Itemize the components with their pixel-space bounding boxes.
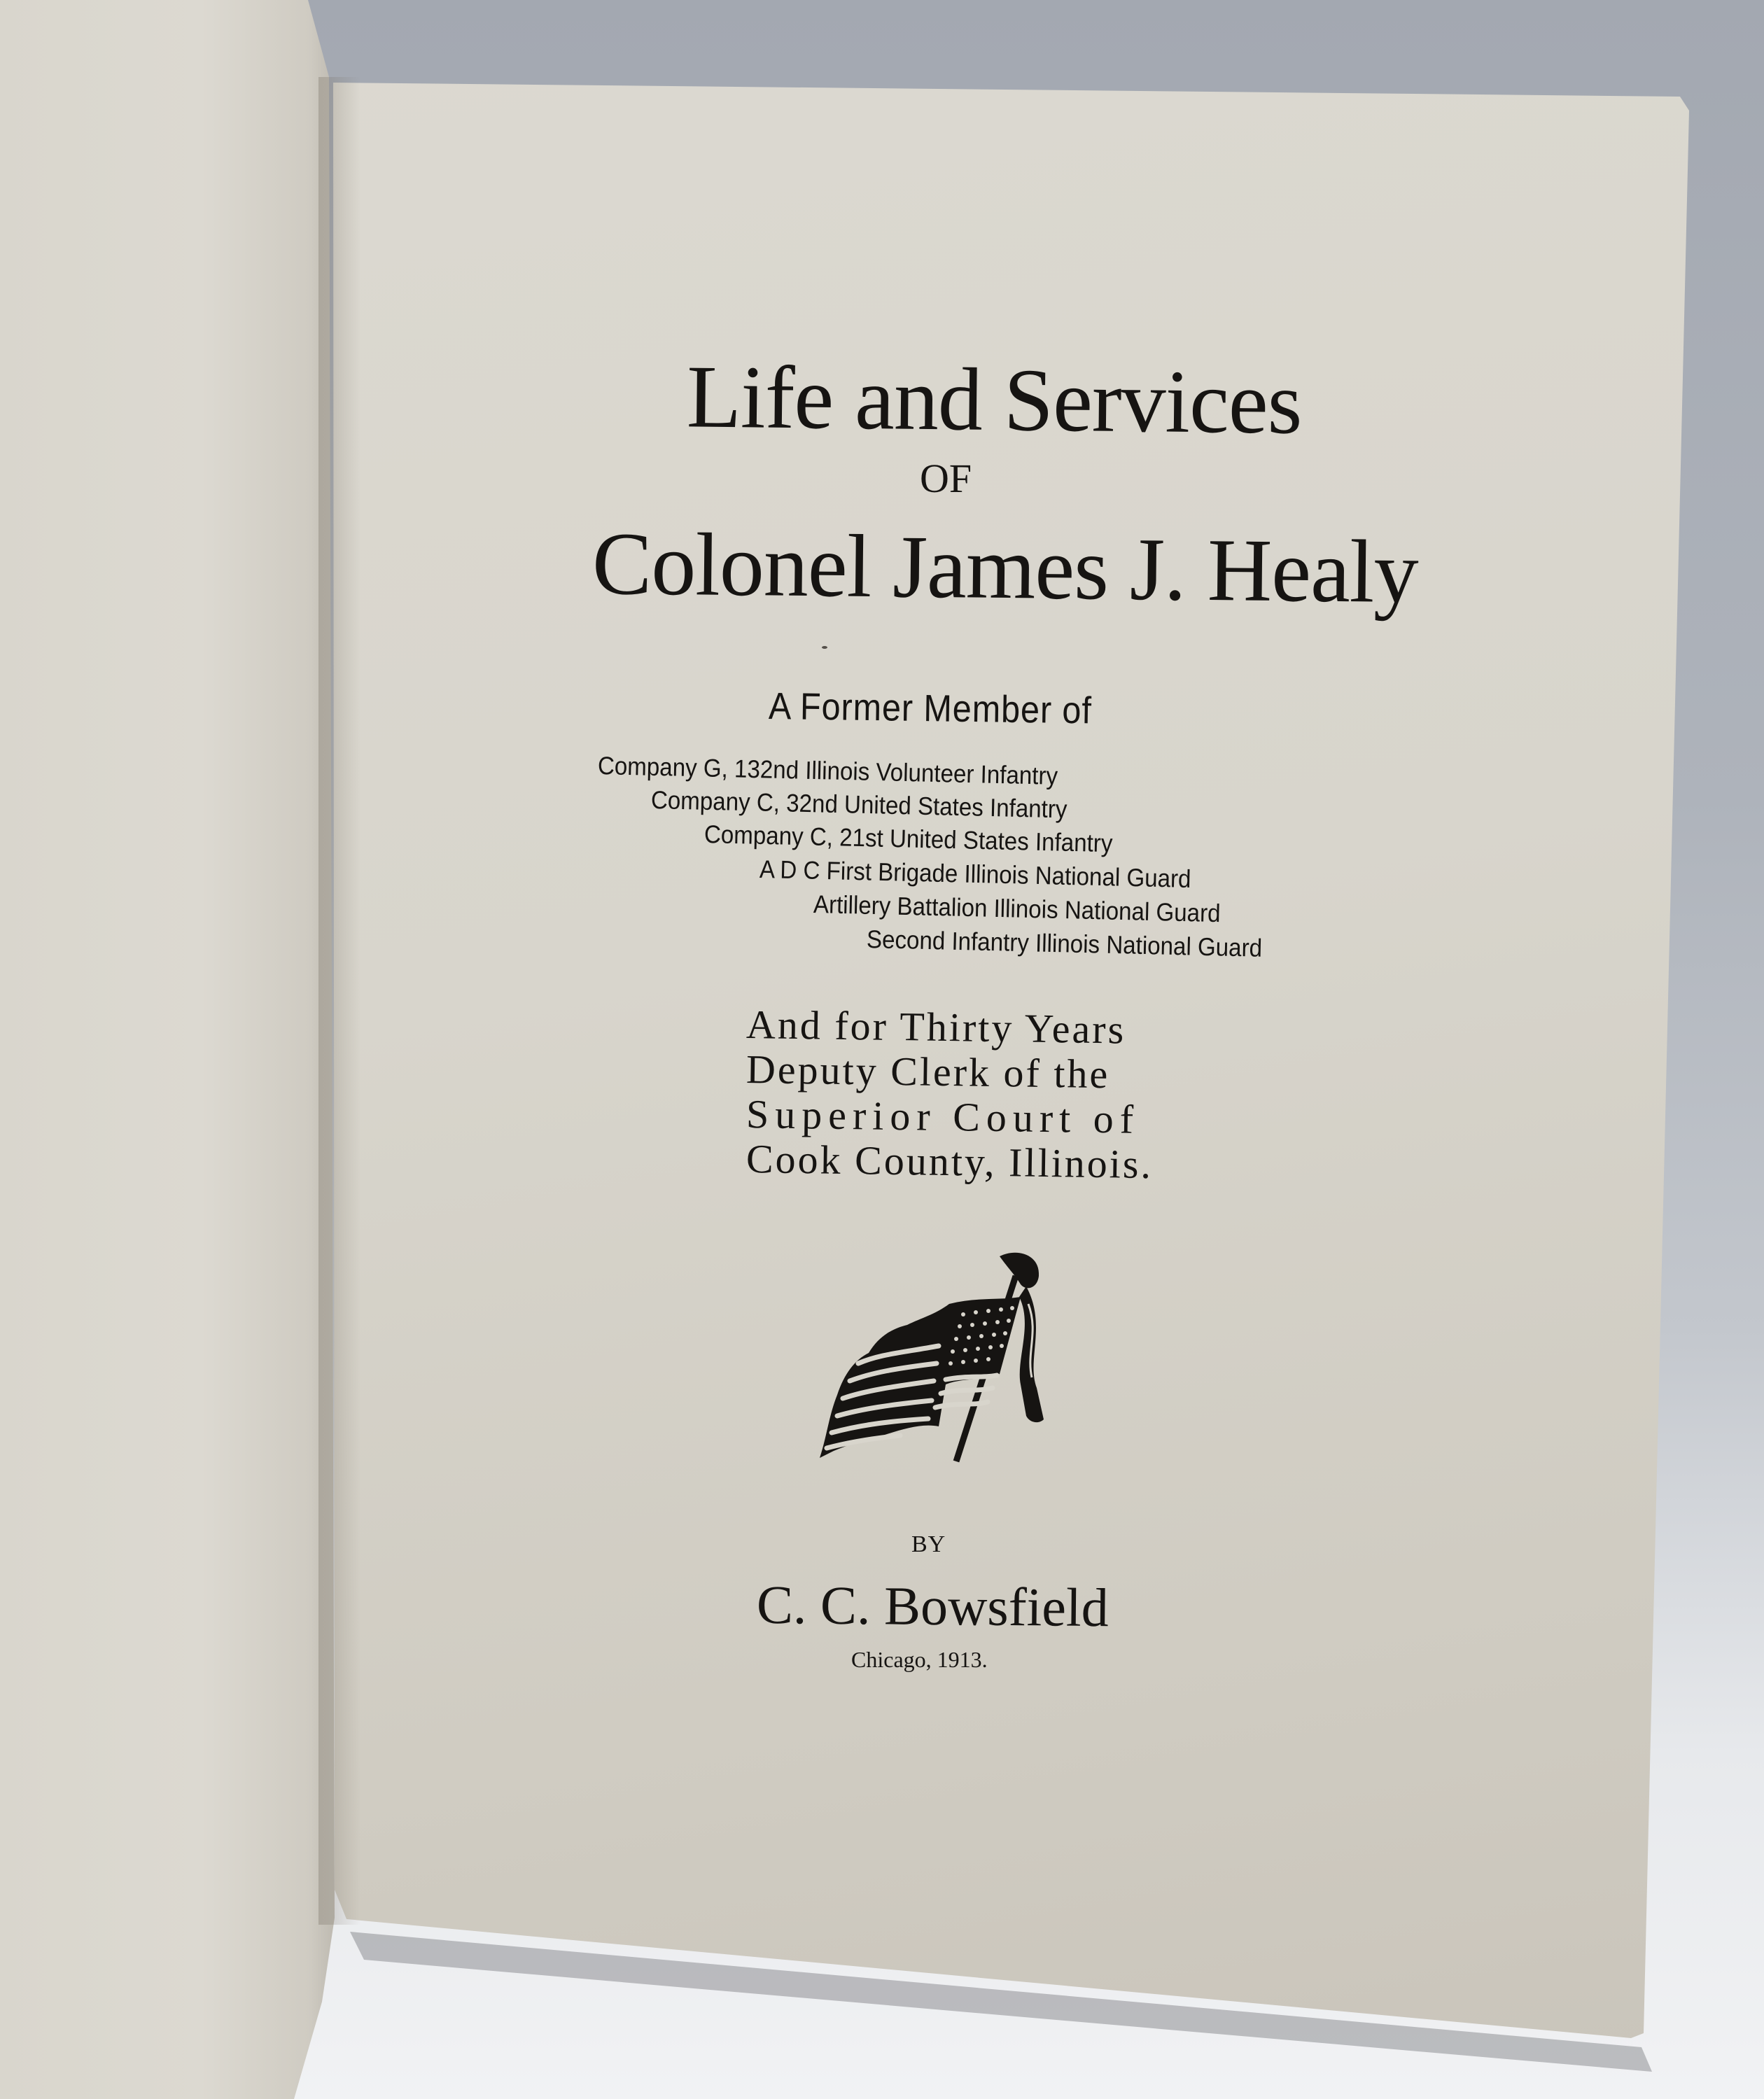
left-page	[0, 0, 336, 2099]
former-member-heading: A Former Member of	[768, 685, 1093, 732]
book-title-of: OF	[920, 456, 972, 501]
title-page-content	[333, 83, 1684, 2028]
american-flag-icon	[816, 1248, 1054, 1465]
book-title-line-1: Life and Services	[686, 346, 1303, 453]
service-line: Superior Court of	[746, 1091, 1140, 1142]
imprint-place-year: Chicago, 1913.	[851, 1647, 988, 1672]
author-name: C. C. Bowsfield	[756, 1573, 1110, 1638]
service-line: Cook County, Illinois.	[746, 1136, 1154, 1188]
unit-line: Company C, 21st United States Infantry	[704, 820, 1113, 858]
unit-line: Company C, 32nd United States Infantry	[650, 785, 1068, 824]
book-title-line-2: Colonel James J. Healy	[592, 513, 1419, 622]
service-line: Deputy Clerk of the	[746, 1046, 1110, 1097]
unit-line: Second Infantry Illinois National Guard	[866, 925, 1263, 962]
unit-line: Artillery Battalion Illinois National Guard	[813, 890, 1222, 928]
unit-line: Company G, 132nd Illinois Volunteer Infantry	[597, 751, 1058, 790]
by-label: BY	[911, 1531, 946, 1557]
service-line: And for Thirty Years	[746, 1002, 1126, 1053]
unit-line: A D C First Brigade Illinois National Guard	[759, 855, 1191, 893]
paper-speck	[822, 646, 827, 649]
